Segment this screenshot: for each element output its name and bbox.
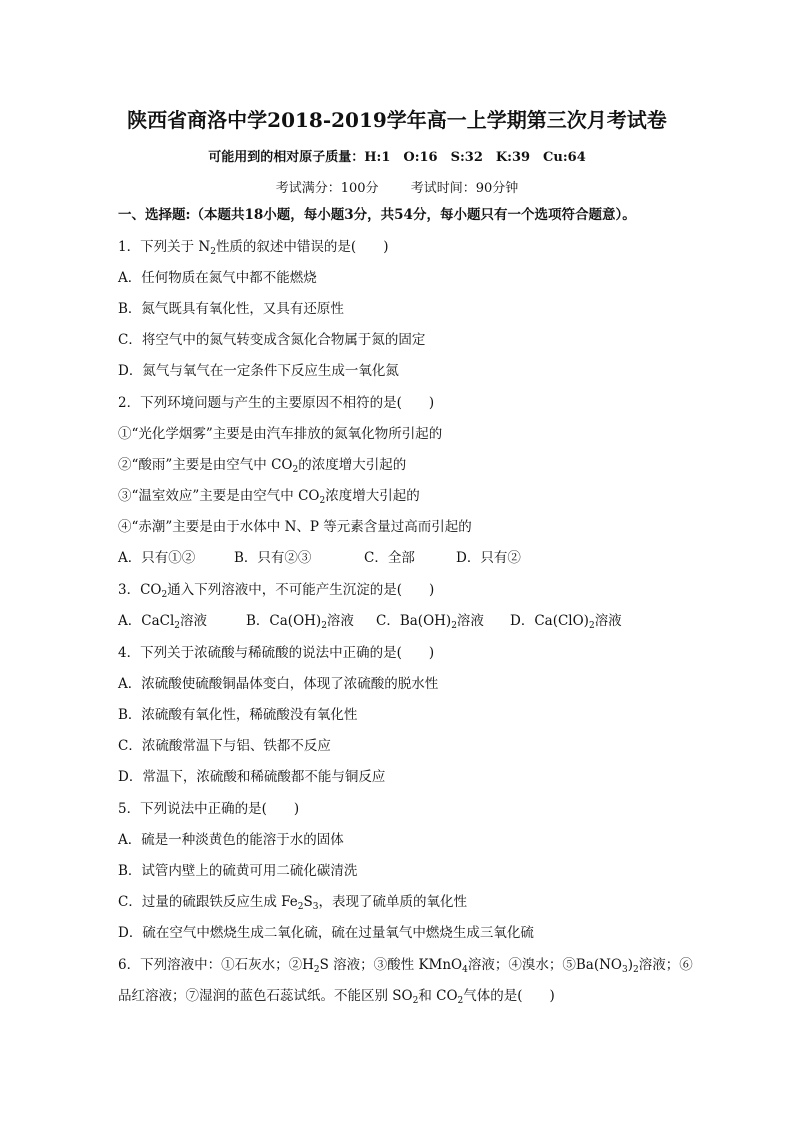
full-score: 考试满分：100分 bbox=[275, 181, 379, 196]
q6-stem-line-2: 品红溶液；⑦湿润的蓝色石蕊试纸。不能区别 $SO_2$和 $CO_2$气体的是( ) bbox=[118, 988, 555, 1006]
q5-option-a: A．硫是一种淡黄色的能溶于水的固体 bbox=[118, 832, 344, 848]
q4-stem: 4．下列关于浓硫酸与稀硫酸的说法中正确的是( ) bbox=[118, 645, 435, 661]
q6-stem-line-1: 6．下列溶液中：①石灰水；$②H_2S$ 溶液；③酸性 KMnO$_4$溶液；④溴水；$⑤Ba(NO_3)_2$溶液；⑥ bbox=[118, 957, 693, 975]
q1-option-c: C．将空气中的氮气转变成含氮化合物属于氮的固定 bbox=[118, 332, 426, 348]
q2-stem: 2．下列环境问题与产生的主要原因不相符的是( ) bbox=[118, 395, 435, 411]
q2-item-1: ①“光化学烟雾”主要是由汽车排放的氮氧化物所引起的 bbox=[118, 426, 443, 442]
q3-stem: 3．$CO_2$通入下列溶液中，不可能产生沉淀的是( ) bbox=[118, 582, 435, 600]
q4-option-b: B．浓硫酸有氧化性，稀硫酸没有氧化性 bbox=[118, 707, 358, 723]
q1-option-d: D．氮气与氧气在一定条件下反应生成一氧化氮 bbox=[118, 363, 399, 379]
q1-option-a: A．任何物质在氮气中都不能燃烧 bbox=[118, 270, 317, 286]
atomic-masses-line: 可能用到的相对原子质量：H:1 O:16 S:32 K:39 Cu:64 bbox=[208, 150, 586, 165]
q3-option-b: B．$Ca(OH)_2$溶液 bbox=[246, 613, 354, 631]
q2-item-4: ④“赤潮”主要是由于水体中 N、P 等元素含量过高而引起的 bbox=[118, 519, 472, 535]
q2-item-3: ③“温室效应”主要是由空气中 $CO_2$浓度增大引起的 bbox=[118, 488, 420, 506]
q5-option-d: D．硫在空气中燃烧生成二氧化硫，硫在过量氧气中燃烧生成三氧化硫 bbox=[118, 925, 534, 941]
exam-meta bbox=[0, 177, 794, 196]
q2-options bbox=[118, 549, 678, 567]
q3-options bbox=[118, 612, 678, 630]
q1-option-b: B．氮气既具有氧化性，又具有还原性 bbox=[118, 301, 344, 317]
q2-option-d: D．只有② bbox=[456, 550, 521, 566]
q2-option-a: A．只有①② bbox=[118, 550, 196, 566]
q5-option-c: C．过量的硫跟铁反应生成 $Fe_2S_3$，表现了硫单质的氧化性 bbox=[118, 894, 467, 912]
q2-option-b: B．只有②③ bbox=[234, 550, 312, 566]
q2-item-2: ②“酸雨”主要是由空气中 $CO_2$的浓度增大引起的 bbox=[118, 457, 407, 475]
exam-duration: 考试时间：90分钟 bbox=[410, 181, 519, 196]
q4-option-c: C．浓硫酸常温下与铝、铁都不反应 bbox=[118, 738, 331, 754]
q3-option-d: D．$Ca(ClO)_2$溶液 bbox=[510, 613, 622, 631]
q4-option-a: A．浓硫酸使硫酸铜晶体变白，体现了浓硫酸的脱水性 bbox=[118, 676, 439, 692]
q5-stem: 5．下列说法中正确的是( ) bbox=[118, 801, 300, 817]
q5-option-b: B．试管内壁上的硫黄可用二硫化碳清洗 bbox=[118, 863, 358, 879]
q1-stem: 1．下列关于 $N_2$性质的叙述中错误的是( ) bbox=[118, 239, 389, 257]
q3-option-a: A．CaCl$_2$溶液 bbox=[118, 613, 208, 631]
q3-option-c: C．$Ba(OH)_2$溶液 bbox=[376, 613, 484, 631]
q4-option-d: D．常温下，浓硫酸和稀硫酸都不能与铜反应 bbox=[118, 769, 386, 785]
q2-option-c: C．全部 bbox=[364, 550, 415, 566]
section-heading: 一、选择题:（本题共18小题，每小题3分，共54分，每小题只有一个选项符合题意）。 bbox=[118, 207, 636, 223]
page-title: 陕西省商洛中学2018-2019学年高一上学期第三次月考试卷 bbox=[127, 108, 667, 132]
